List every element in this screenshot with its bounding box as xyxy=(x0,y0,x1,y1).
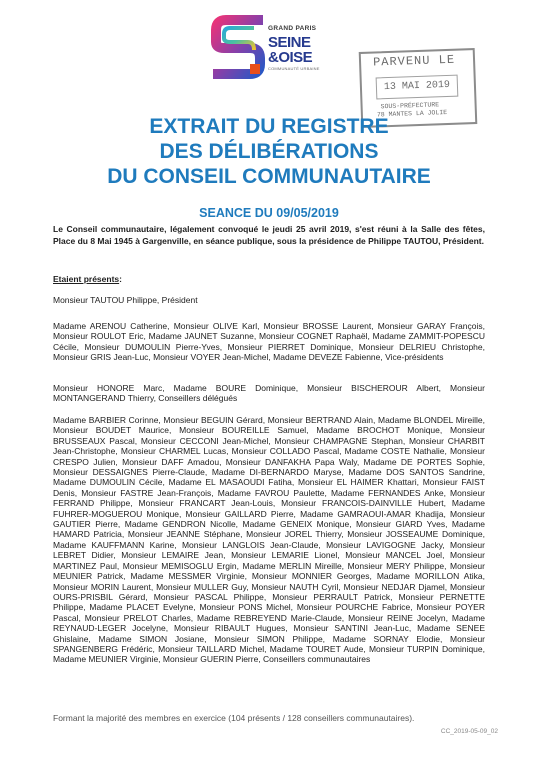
present-heading xyxy=(53,274,122,284)
stamp-date: 13 MAI 2019 xyxy=(376,75,459,100)
stamp-title: PARVENU LE xyxy=(372,52,456,70)
seine-oise-logo-icon xyxy=(210,14,266,80)
stamp-prefecture: SOUS-PRÉFECTURE xyxy=(380,101,440,111)
logo xyxy=(210,14,326,80)
present-heading-label: Etaient présents xyxy=(53,274,120,284)
document-title xyxy=(0,114,538,189)
conseillers-paragraph: Madame BARBIER Corinne, Monsieur BEGUIN Gérard, Monsieur BERTRAND Alain, Madame BLONDEL Mireille, Monsieur BOUDET Maurice, Monsieur BOUREILLE Samuel, Madame BROCHOT Monique, Monsieur BRUSSEAUX Pascal, Monsieur CECCONI Jean-Michel, Monsieur CHAMPAGNE Stephan, Monsieur CHARBIT Jean-Christophe, Monsieur CHARMEL Lucas, Monsieur COLLADO Pascal, Madame COSTE Nathalie, Monsieur CRESPO Julien, Monsieur DAFF Amadou, Monsieur DANFAKHA Papa Waly, Madame DE PORTES Sophie, Monsieur DESSAIGNES Pierre-Claude, Madame DI-BERNARDO Maryse, Madame DOS SANTOS Sandrine, Madame DUMOULIN Cécile, Madame EL MASAOUDI Fatiha, Monsieur EL HAIMER Khattari, Monsieur FAIST Denis, Monsieur FASTRE Jean-François, Madame FAVROU Paulette, Madame FERNANDES Anke, Monsieur FERRAND Philippe, Monsieur FRANCART Jean-Louis, Monsieur FRANCOIS-DAINVILLE Hubert, Madame FUHRER-MOGUEROU Monique, Monsieur GAILLARD Pierre, Madame GAMRAOUI-AMAR Khadija, Monsieur GAUTIER Pierre, Madame GENDRON Nicolle, Madame GENEIX Monique, Monsieur GIARD Yves, Madame HAMARD Patricia, Monsieur JEANNE Stéphane, Monsieur JOREL Thierry, Monsieur JOSSEAUME Dominique, Madame KAUFFMANN Karine, Monsieur LANGLOIS Jean-Claude, Monsieur LAVIGOGNE Jacky, Monsieur LEBRET Didier, Monsieur LEMAIRE Jean, Monsieur LEMARIE Lionel, Monsieur MANCEL Joel, Monsieur MARTINEZ Paul, Monsieur MEMISOGLU Ergin, Madame MERLIN Mireille, Monsieur MERY Philippe, Monsieur MEUNIER Patrick, Madame MESSMER Virginie, Monsieur MONNIER Georges, Madame MORILLON Atika, Monsieur MORIN Laurent, Monsieur MULLER Guy, Monsieur NAUTH Cyril, Monsieur NEDJAR Djamel, Monsieur OURS-PRISBIL Gérard, Monsieur PASCAL Philippe, Monsieur PERRAULT Patrick, Monsieur PERNETTE Philippe, Madame PLACET Evelyne, Monsieur PONS Michel, Monsieur POURCHE Fabrice, Monsieur POYER Pascal, Monsieur PRELOT Charles, Madame REBREYEND Marie-Claude, Monsieur REINE Jocelyn, Madame REYNAUD-LEGER Jocelyne, Monsieur RIBAULT Hugues, Monsieur SANTINI Jean-Luc, Madame SENEE Ghislaine, Madame SIMON Josiane, Monsieur SIMON Philippe, Madame SORNAY Elodie, Monsieur SPANGENBERG Frédéric, Monsieur TAILLARD Michel, Madame TOURET Aude, Monsieur TURPIN Dominique, Madame MEUNIER Virginie, Monsieur GUERIN Pierre, Conseillers communautaires xyxy=(53,415,485,665)
delegues-paragraph: Monsieur HONORE Marc, Madame BOURE Dominique, Monsieur BISCHEROUR Albert, Monsieur MONTANGERAND Thierry, Conseillers délégués xyxy=(53,383,485,404)
logo-grand-paris: GRAND PARIS xyxy=(268,25,317,32)
seance-date: SEANCE DU 09/05/2019 xyxy=(199,206,339,220)
stamp-city: 78 MANTES LA JOLIE xyxy=(376,109,448,119)
logo-oise: &OISE xyxy=(268,48,313,66)
title-line-3: DU CONSEIL COMMUNAUTAIRE xyxy=(107,165,431,188)
document-reference: CC_2019-05-09_02 xyxy=(440,728,498,735)
title-line-1: EXTRAIT DU REGISTRE xyxy=(149,115,389,138)
president-paragraph: Monsieur TAUTOU Philippe, Président xyxy=(53,295,198,305)
title-line-2: DES DÉLIBÉRATIONS xyxy=(159,140,379,163)
vice-presidents-paragraph: Madame ARENOU Catherine, Monsieur OLIVE Karl, Monsieur BROSSE Laurent, Monsieur GARAY François, Monsieur ROULOT Eric, Madame JAUNET Suzanne, Monsieur COGNET Raphaël, Madame ZAMMIT-POPESCU Cécile, Monsieur DUMOULIN Pierre-Yves, Monsieur PIERRET Dominique, Monsieur DELRIEU Christophe, Monsieur GRIS Jean-Luc, Monsieur VOYER Jean-Michel, Madame DEVEZE Fabienne, Vice-présidents xyxy=(53,321,485,363)
logo-communaute: COMMUNAUTÉ URBAINE xyxy=(268,65,320,71)
present-heading-colon: : xyxy=(119,274,122,284)
intro-paragraph: Le Conseil communautaire, légalement convoqué le jeudi 25 avril 2019, s'est réuni à la Salle des fêtes, Place du 8 Mai 1945 à Gargenville, en séance publique, sous la présidence de Philippe TAUTOU, Président. xyxy=(53,224,485,246)
logo-seine: SEINE xyxy=(268,33,311,51)
majority-note: Formant la majorité des membres en exercice (104 présents / 128 conseillers communautaires). xyxy=(53,713,415,723)
